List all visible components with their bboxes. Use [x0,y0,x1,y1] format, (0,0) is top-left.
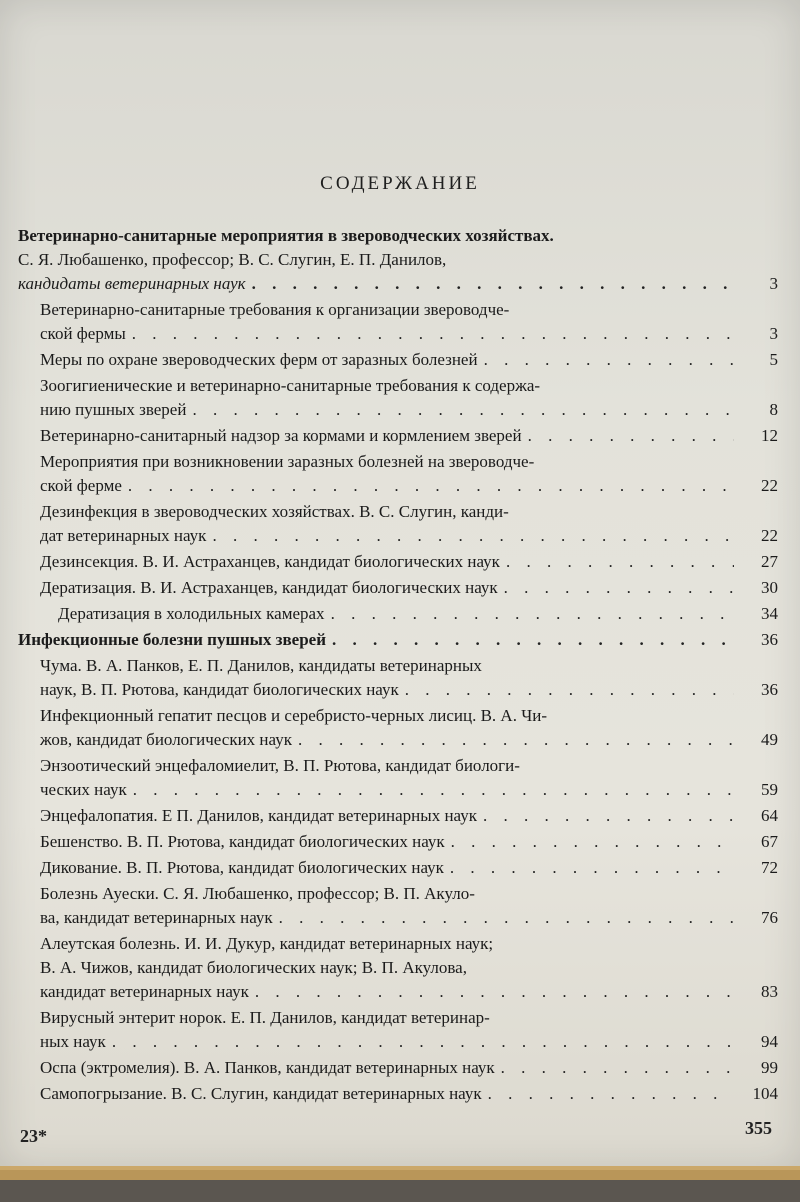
toc-entry-line: Инфекционный гепатит песцов и серебристо-черных лисиц. В. А. Чи- [40,706,548,725]
toc-entry-text: Дератизация. В. И. Астраханцев, кандидат биологических наук [40,578,498,597]
toc-entry [18,1006,778,1054]
toc-page-number: 12 [761,426,778,445]
toc-page-number: 83 [761,982,778,1001]
toc-entry [18,654,778,702]
toc-entry-text: Инфекционные болезни пушных зверей [18,630,326,649]
toc-entry-last-line [40,980,778,1004]
dot-leader [483,804,734,828]
toc-entry-text: жов, кандидат биологических наук [40,730,292,749]
toc-entry-text: Энцефалопатия. Е П. Данилов, кандидат ветеринарных наук [40,806,477,825]
dot-leader [528,424,734,448]
page-edge [0,1166,800,1180]
dot-leader [133,778,734,802]
toc-entry-last-line [58,602,778,626]
dot-leader [255,980,734,1004]
toc-page-number: 30 [761,578,778,597]
toc-entry-text: ской фермы [40,324,126,343]
toc-page-number: 104 [752,1084,778,1103]
toc-page-number: 27 [761,552,778,571]
toc-page-number: 72 [761,858,778,877]
toc-entry-last-line [40,424,778,448]
dot-leader [332,628,734,652]
toc-entry-text: ской ферме [40,476,122,495]
toc-page-number: 67 [761,832,778,851]
toc-entry-text: ческих наук [40,780,127,799]
toc-entry-text: наук, В. П. Рютова, кандидат биологических наук [40,680,399,699]
toc-entry-line: Чума. В. А. Панков, Е. П. Данилов, кандидаты ветеринарных [40,656,482,675]
page-number: 355 [745,1118,772,1138]
toc-entry-line: Зоогигиенические и ветеринарно-санитарные требования к содержа- [40,376,541,395]
toc-entry-line: В. А. Чижов, кандидат биологических наук; В. П. Акулова, [40,958,467,977]
toc-entry-last-line [18,628,778,652]
dot-leader [212,524,734,548]
dot-leader [279,906,734,930]
toc-entry [18,424,778,448]
toc-entry-last-line [40,398,778,422]
toc-entry-line: Мероприятия при возникновении заразных болезней на звероводче- [40,452,535,471]
toc-entry [18,1082,778,1106]
toc-page-number: 94 [761,1032,778,1051]
toc-entry [18,804,778,828]
toc-entry [18,450,778,498]
dot-leader [484,348,734,372]
toc-entry-text: кандидаты ветеринарных наук [18,274,246,293]
dot-leader [405,678,734,702]
toc-entry-text: ных наук [40,1032,106,1051]
dot-leader [506,550,734,574]
toc-page-number: 36 [761,630,778,649]
toc-page-number: 5 [769,350,778,369]
dot-leader [450,856,734,880]
toc-entry-text: Самопогрызание. В. С. Слугин, кандидат ветеринарных наук [40,1084,482,1103]
toc-entry-last-line [40,778,778,802]
dot-leader [252,272,734,296]
toc-entry [18,374,778,422]
toc-page-number: 76 [761,908,778,927]
toc-entry-line: Алеутская болезнь. И. И. Дукур, кандидат ветеринарных наук; [40,934,494,953]
toc-entry-line: Дезинфекция в звероводческих хозяйствах. В. С. Слугин, канди- [40,502,509,521]
toc-entry [18,500,778,548]
toc-entry-last-line [40,856,778,880]
toc-page-number: 22 [761,476,778,495]
toc-entry [18,298,778,346]
toc-entry [18,830,778,854]
toc-entry-last-line [40,1082,778,1106]
toc-entry-text: нию пушных зверей [40,400,187,419]
toc-entry [18,882,778,930]
toc-entry [18,576,778,600]
toc-entry-last-line [40,830,778,854]
toc-entry-line: Ветеринарно-санитарные мероприятия в звероводческих хозяйствах. [18,226,554,245]
toc-entry-text: дат ветеринарных наук [40,526,207,545]
toc-entry [18,754,778,802]
toc-entry-last-line [40,1056,778,1080]
toc-entry-line: Вирусный энтерит норок. Е. П. Данилов, кандидат ветеринар- [40,1008,490,1027]
toc-entry-last-line [40,474,778,498]
toc-entry-last-line [40,906,778,930]
toc-entry-text: Меры по охране звероводческих ферм от заразных болезней [40,350,478,369]
signature-mark: 23* [20,1126,47,1146]
toc-entry-text: Дератизация в холодильных камерах [58,604,325,623]
dot-leader [128,474,734,498]
toc-entry-last-line [40,550,778,574]
toc-entry-text: кандидат ветеринарных наук [40,982,249,1001]
toc-entry [18,932,778,1004]
toc-entry-last-line [40,576,778,600]
toc-page-number: 3 [769,324,778,343]
dot-leader [192,398,734,422]
toc-page-number: 3 [769,274,778,293]
toc-entry [18,602,778,626]
toc-entry [18,856,778,880]
toc-entry-text: Дикование. В. П. Рютова, кандидат биологических наук [40,858,444,877]
toc-entry-text: ва, кандидат ветеринарных наук [40,908,273,927]
dot-leader [112,1030,734,1054]
toc-entry-last-line [40,678,778,702]
dot-leader [132,322,734,346]
toc-page-number: 22 [761,526,778,545]
toc-entry-line: С. Я. Любашенко, профессор; В. С. Слугин, Е. П. Данилов, [18,250,447,269]
toc-page-number: 36 [761,680,778,699]
dot-leader [451,830,734,854]
dot-leader [298,728,734,752]
toc-page-number: 64 [761,806,778,825]
toc-entry-line: Ветеринарно-санитарные требования к организации звероводче- [40,300,510,319]
toc-entry-text: Оспа (эктромелия). В. А. Панков, кандидат ветеринарных наук [40,1058,495,1077]
toc-page-number: 34 [761,604,778,623]
toc-entry [18,550,778,574]
toc-entry [18,348,778,372]
toc-entry-line: Энзоотический энцефаломиелит, В. П. Рютова, кандидат биологи- [40,756,520,775]
toc-entry-last-line [40,348,778,372]
dot-leader [488,1082,734,1106]
dot-leader [501,1056,734,1080]
toc-entry-last-line [40,728,778,752]
toc-entry-last-line [40,322,778,346]
toc-entry-text: Бешенство. В. П. Рютова, кандидат биологических наук [40,832,445,851]
toc-page-number: 59 [761,780,778,799]
toc-entry-last-line [40,1030,778,1054]
toc-page-number: 8 [769,400,778,419]
toc-entry-last-line [40,524,778,548]
toc-entry-last-line [18,272,778,296]
toc-entry [18,628,778,652]
toc-page-number: 99 [761,1058,778,1077]
dot-leader [504,576,734,600]
toc-entry-text: Ветеринарно-санитарный надзор за кормами и кормлением зверей [40,426,522,445]
toc-entry [18,1056,778,1080]
toc-entry-text: Дезинсекция. В. И. Астраханцев, кандидат биологических наук [40,552,500,571]
page-title: СОДЕРЖАНИЕ [320,173,480,194]
dot-leader [331,602,734,626]
toc-entry-line: Болезнь Ауески. С. Я. Любашенко, профессор; В. П. Акуло- [40,884,475,903]
toc-entry-last-line [40,804,778,828]
table-of-contents [18,224,778,1106]
toc-entry [18,224,778,296]
toc-page-number: 49 [761,730,778,749]
toc-entry [18,704,778,752]
